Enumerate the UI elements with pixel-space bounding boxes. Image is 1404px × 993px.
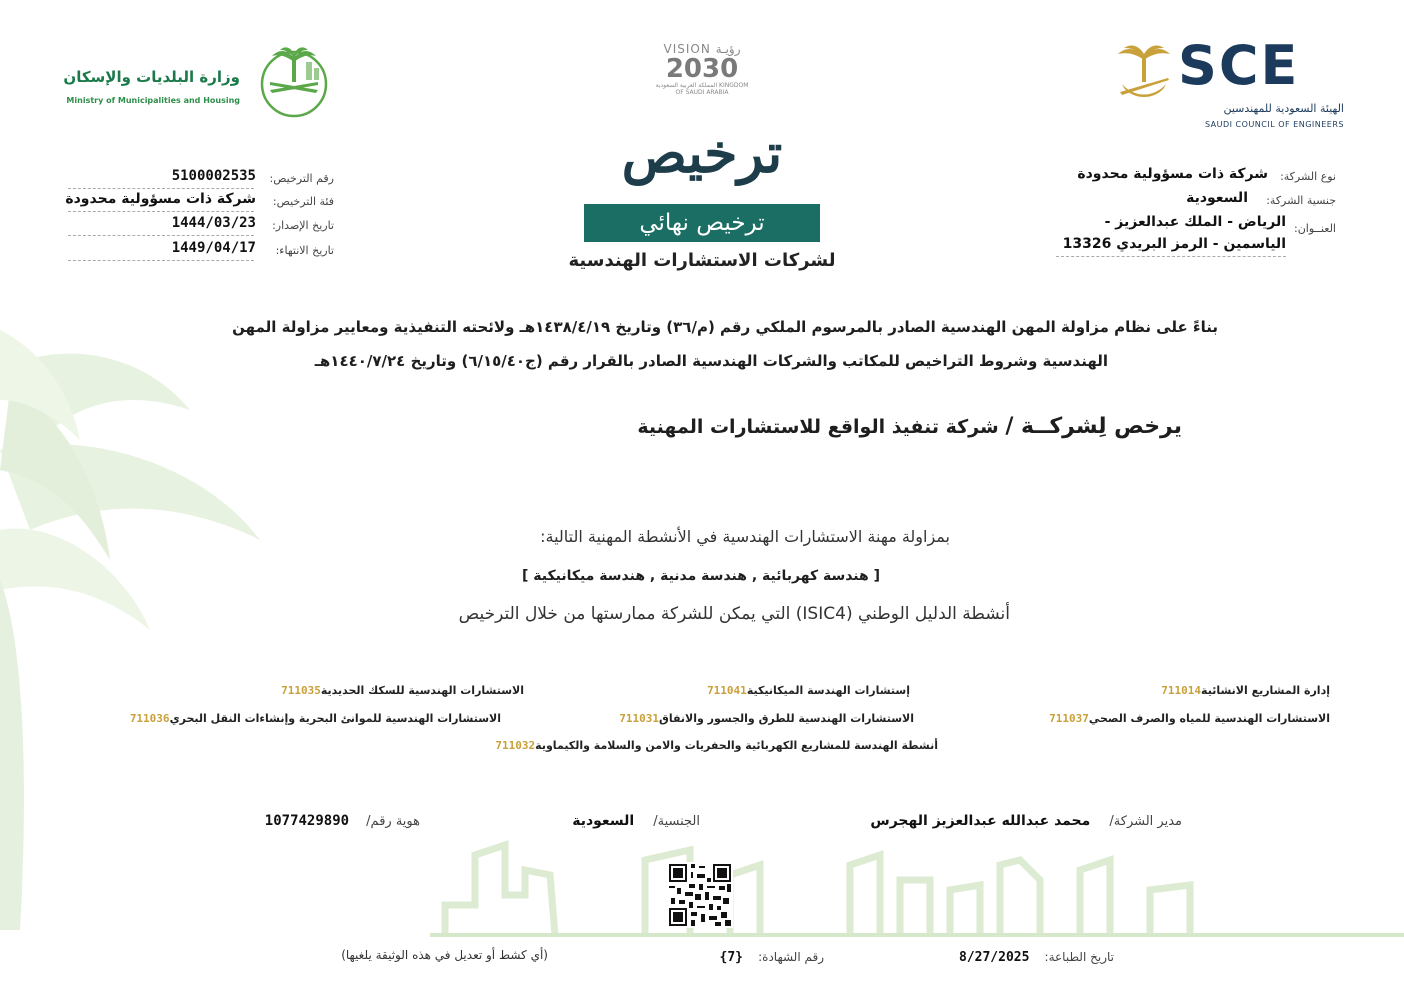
- activity-name: إدارة المشاريع الانشائية: [1201, 684, 1330, 697]
- license-category-underline: [68, 211, 254, 212]
- activity-name: أنشطة الهندسة للمشاريع الكهربائية والحفريات والامن والسلامة والكيماوية: [535, 739, 938, 752]
- license-category-label: فئة الترخيص:: [272, 195, 334, 208]
- expiry-date-underline: [68, 260, 254, 261]
- issue-date-value: 1444/03/23: [171, 215, 256, 231]
- issue-date-field: [68, 215, 334, 235]
- certificate-number-field: [720, 946, 824, 965]
- practice-intro: بمزاولة مهنة الاستشارات الهندسية في الأنشطة المهنية التالية:: [540, 527, 950, 546]
- city-skyline-background-icon: [430, 835, 1404, 940]
- vision-label: VISION رؤيـة: [663, 42, 741, 56]
- activity-code: 711035: [281, 684, 321, 697]
- activity-item: [271, 684, 524, 697]
- manager-nationality-field: [572, 810, 700, 829]
- manager-label: مدير الشركة/: [1109, 814, 1182, 829]
- company-nationality-field: [1056, 190, 1336, 210]
- company-address-line2-field: [1036, 236, 1336, 256]
- expiry-date-field: [68, 240, 334, 260]
- ministry-name-ar: وزارة البلديات والإسكان: [63, 68, 240, 86]
- licensee-prefix: يرخص لِشركــة /: [1005, 414, 1182, 439]
- activity-code: 711037: [1049, 712, 1089, 725]
- tamper-notice: (أي كشط أو تعديل في هذه الوثيقة يلغيها): [341, 948, 548, 962]
- activity-code: 711014: [1161, 684, 1202, 697]
- license-number-underline: [68, 188, 254, 189]
- vision-sub: المملكة العربية السعودية KINGDOM OF SAUDI ARABIA: [655, 82, 749, 96]
- company-type-label: نوع الشركة:: [1280, 170, 1336, 183]
- manager-name: محمد عبدالله عبدالعزيز الهجرس: [870, 813, 1091, 829]
- company-nationality-value: السعودية: [1186, 190, 1248, 206]
- manager-id-label: هوية رقم/: [366, 814, 420, 829]
- activity-code: 711041: [707, 684, 747, 697]
- license-number-label: رقم الترخيص:: [269, 172, 334, 185]
- activity-code: 711036: [129, 712, 170, 725]
- license-category-value: شركة ذات مسؤولية محدودة: [65, 191, 256, 207]
- issue-date-underline: [68, 235, 254, 236]
- activity-name: الاستشارات الهندسية للطرق والجسور والانفاق: [659, 712, 914, 725]
- legal-basis-line2: الهندسية وشروط التراخيص للمكاتب والشركات الهندسية الصادر بالقرار رقم (ج٦/١٥/٤٠) وتاريخ ١٤٤٠/٧/٢٤هـ: [314, 352, 1108, 370]
- manager-nationality-label: الجنسية/: [653, 814, 700, 829]
- disciplines-list: [ هندسة كهربائية , هندسة مدنية , هندسة ميكانيكية ]: [522, 568, 880, 584]
- ministry-emblem-icon: [254, 42, 334, 118]
- qr-code-icon[interactable]: [667, 862, 733, 928]
- activity-code: 711032: [495, 739, 536, 752]
- activity-item: [485, 739, 938, 752]
- license-number-field: [68, 168, 334, 188]
- activity-item: [697, 684, 910, 697]
- licensee-name: شركة تنفيذ الواقع للاستشارات المهنية: [637, 416, 999, 438]
- activity-code: 711031: [619, 712, 660, 725]
- activity-name: الاستشارات الهندسية للمياه والصرف الصحي: [1088, 712, 1330, 725]
- manager-field: [870, 810, 1182, 829]
- print-date-field: [959, 946, 1114, 965]
- company-address-line2: الياسمين - الرمز البريدي 13326: [1062, 236, 1286, 252]
- sce-name-ar: الهيئة السعودية للمهندسين: [1223, 102, 1344, 115]
- print-date-label: تاريخ الطباعة:: [1044, 950, 1114, 964]
- company-type-field: [1056, 166, 1336, 186]
- palm-tree-background-icon: [0, 330, 300, 930]
- license-number-value: 5100002535: [171, 168, 256, 184]
- legal-basis-line1: بناءً على نظام مزاولة المهن الهندسية الصادر بالمرسوم الملكي رقم (م/٣٦) وتاريخ ١٤٣٨/٤/١٩هـ ولائحته التنفيذية ومعايير مزاولة المهن: [232, 318, 1218, 336]
- activity-name: الاستشارات الهندسية للموانئ البحرية وإنشاءات النقل البحري: [169, 712, 501, 725]
- manager-id-field: [265, 810, 420, 829]
- address-underline: [1056, 256, 1286, 257]
- activity-item: [609, 712, 914, 725]
- print-date-value: 8/27/2025: [959, 950, 1030, 965]
- activity-name: إستشارات الهندسة الميكانيكية: [746, 684, 910, 697]
- licensee-line: [637, 414, 1182, 439]
- expiry-date-label: تاريخ الانتهاء:: [275, 244, 334, 257]
- palm-swords-emblem-icon: [1114, 42, 1174, 104]
- sce-name-en: SAUDI COUNCIL OF ENGINEERS: [1204, 120, 1344, 129]
- license-subtitle: لشركات الاستشارات الهندسية: [568, 250, 836, 271]
- issue-date-label: تاريخ الإصدار:: [272, 219, 334, 232]
- certificate-number-label: رقم الشهادة:: [758, 950, 824, 964]
- certificate-number-value: {7}: [719, 950, 744, 965]
- activity-item: [120, 712, 501, 725]
- company-nationality-label: جنسية الشركة:: [1266, 194, 1336, 207]
- isic-activities-heading: أنشطة الدليل الوطني (ISIC4) التي يمكن للشركة ممارستها من خلال الترخيص: [458, 604, 1010, 624]
- sce-letters: SCE: [1178, 34, 1300, 97]
- activity-item: [1151, 684, 1330, 697]
- vision-year: 2030: [665, 54, 739, 84]
- expiry-date-value: 1449/04/17: [171, 240, 256, 256]
- activity-item: [1039, 712, 1330, 725]
- company-address-line1: الرياض - الملك عبدالعزيز -: [1104, 214, 1286, 230]
- manager-nationality-value: السعودية: [572, 813, 635, 829]
- company-address-field: [1036, 214, 1336, 234]
- ministry-name-en: Ministry of Municipalities and Housing: [66, 96, 240, 105]
- sce-logo: [1114, 34, 1344, 135]
- manager-id-value: 1077429890: [264, 813, 350, 829]
- final-license-badge: ترخيص نهائي: [584, 204, 820, 242]
- company-address-label: العنــوان:: [1293, 222, 1336, 235]
- ministry-logo: [60, 42, 340, 122]
- license-category-field: [65, 191, 334, 211]
- vision-2030-logo: [652, 42, 752, 102]
- company-type-value: شركة ذات مسؤولية محدودة: [1077, 166, 1268, 182]
- license-title-calligraphy: ترخيص: [621, 121, 783, 185]
- activity-name: الاستشارات الهندسية للسكك الحديدية: [320, 684, 524, 697]
